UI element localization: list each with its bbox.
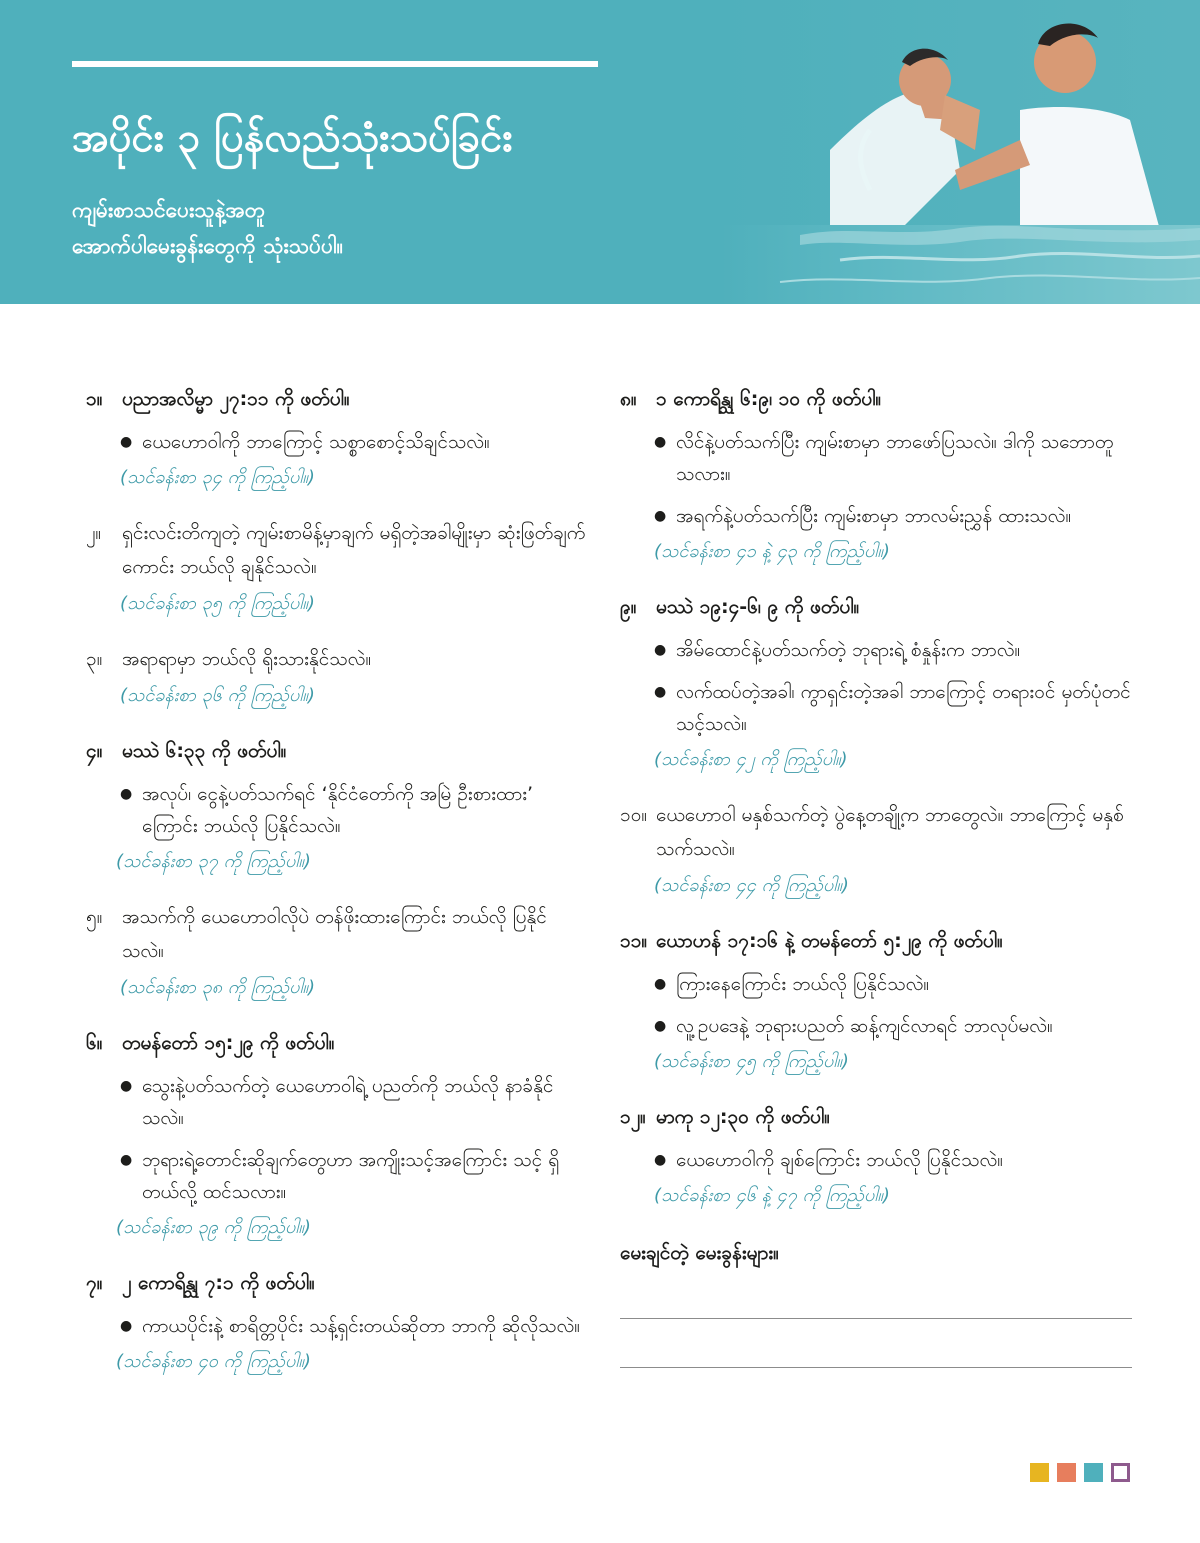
question-bullet [86, 426, 586, 458]
question-number: ၉။ [620, 596, 637, 618]
bullet-text: ကြားနေကြောင်း ဘယ်လို ပြနိုင်သလဲ။ [676, 973, 930, 995]
bullet-text: သွေးနဲ့ပတ်သက်တဲ့ ယေဟောဝါရဲ့ ပညတ်ကို ဘယ်လို နာခံနိုင်သလဲ။ [142, 1075, 554, 1129]
question-8 [620, 382, 1140, 568]
lesson-reference: (သင်ခန်းစာ ၃၇ ကို ကြည့်ပါ။) [116, 851, 311, 872]
question-heading [620, 798, 1140, 866]
question-bullet [620, 426, 1140, 490]
bullet-icon: ● [654, 976, 667, 992]
question-text: အရာရာမှာ ဘယ်လို ရိုးသားနိုင်သလဲ။ [122, 648, 372, 670]
question-text: ရှင်းလင်းတိကျတဲ့ ကျမ်းစာမိန့်မှာချက် မရှိတဲ့အခါမျိုးမှာ ဆုံးဖြတ်ချက်ကောင်း ဘယ်လို ချနိုင်သလဲ။ [122, 522, 586, 578]
question-heading [86, 642, 586, 676]
question-3 [86, 642, 586, 712]
right-question-column [620, 382, 1140, 1368]
question-text: ယေဟောဝါ မနှစ်သက်တဲ့ ပွဲနေ့တချို့က ဘာတွေလဲ။ ဘာကြောင့် မနှစ်သက်သလဲ။ [656, 804, 1124, 860]
question-bullet [620, 968, 1140, 1000]
question-heading [620, 1100, 1140, 1134]
question-heading [86, 1026, 586, 1060]
question-heading [86, 1266, 586, 1300]
lesson-reference: (သင်ခန်းစာ ၃၄ ကို ကြည့်ပါ။) [120, 467, 315, 488]
question-number: ၃။ [86, 648, 103, 670]
note-writing-line-2[interactable] [620, 1367, 1132, 1368]
lesson-reference: (သင်ခန်းစာ ၃၈ ကို ကြည့်ပါ။) [120, 977, 316, 998]
lesson-reference: (သင်ခန်းစာ ၄၁ နဲ့ ၄၃ ကို ကြည့်ပါ။) [654, 541, 890, 562]
question-heading [86, 900, 586, 968]
question-9 [620, 590, 1140, 776]
page-title: အပိုင်း ၃ ပြန်လည်သုံးသပ်ခြင်း [72, 115, 513, 161]
bullet-icon: ● [654, 508, 667, 524]
question-heading [620, 924, 1140, 958]
question-number: ၈။ [620, 388, 637, 410]
bullet-icon: ● [654, 642, 667, 658]
question-bullet [86, 1310, 586, 1342]
purple-outline-square [1111, 1463, 1130, 1482]
question-heading [620, 382, 1140, 416]
lesson-reference: (သင်ခန်းစာ ၄၆ နဲ့ ၄၇ ကို ကြည့်ပါ။) [654, 1185, 890, 1206]
header-rule [72, 61, 598, 67]
question-bullet [620, 634, 1140, 666]
bullet-icon: ● [120, 786, 133, 802]
lesson-reference: (သင်ခန်းစာ ၄၀ ကို ကြည့်ပါ။) [116, 1351, 311, 1372]
yellow-square [1030, 1463, 1049, 1482]
header-banner [0, 0, 1200, 304]
question-number: ၁၀။ [620, 804, 648, 826]
bullet-icon: ● [654, 1018, 667, 1034]
question-text: မဿဲ ၁၉:၄-၆၊ ၉ ကို ဖတ်ပါ။ [656, 596, 860, 618]
bullet-text: ယေဟောဝါကို ချစ်ကြောင်း ဘယ်လို ပြနိုင်သလဲ။ [676, 1149, 1004, 1171]
orange-square [1057, 1463, 1076, 1482]
teal-square [1084, 1463, 1103, 1482]
note-writing-line-1[interactable] [620, 1318, 1132, 1319]
lesson-reference: (သင်ခန်းစာ ၄၅ ကို ကြည့်ပါ။) [654, 1051, 849, 1072]
question-bullet [86, 1070, 586, 1134]
question-text: မာကု ၁၂:၃၀ ကို ဖတ်ပါ။ [656, 1106, 830, 1128]
question-number: ၂။ [86, 522, 102, 544]
question-bullet [86, 1144, 586, 1208]
question-text: ပညာအလိမ္မာ ၂၇:၁၁ ကို ဖတ်ပါ။ [122, 388, 350, 410]
left-question-column [86, 382, 586, 1400]
bullet-text: ကာယပိုင်းနဲ့ စာရိတ္တပိုင်း သန့်ရှင်းတယ်ဆိုတာ ဘာကို ဆိုလိုသလဲ။ [142, 1315, 581, 1337]
bullet-text: လူ့ဥပဒေနဲ့ ဘုရားပညတ် ဆန့်ကျင်လာရင် ဘာလုပ်မလဲ။ [676, 1015, 1053, 1037]
lesson-reference: (သင်ခန်းစာ ၄၄ ကို ကြည့်ပါ။) [654, 875, 849, 896]
question-10 [620, 798, 1140, 902]
bullet-icon: ● [654, 684, 667, 700]
question-heading [86, 516, 586, 584]
question-bullet [620, 500, 1140, 532]
question-5 [86, 900, 586, 1004]
question-heading [86, 734, 586, 768]
bullet-icon: ● [120, 1318, 133, 1334]
bullet-icon: ● [120, 1152, 133, 1168]
bullet-icon: ● [120, 1078, 133, 1094]
question-number: ၁။ [86, 388, 103, 410]
bullet-text: အရက်နဲ့ပတ်သက်ပြီး ကျမ်းစာမှာ ဘာလမ်းညွှန် ထားသလဲ။ [676, 505, 1072, 527]
question-heading [86, 382, 586, 416]
subtitle-line-1: ကျမ်းစာသင်ပေးသူနဲ့အတူ [72, 198, 266, 222]
question-11 [620, 924, 1140, 1078]
bullet-text: လက်ထပ်တဲ့အခါ၊ ကွာရှင်းတဲ့အခါ ဘာကြောင့် တရားဝင် မှတ်ပုံတင်သင့်သလဲ။ [676, 681, 1131, 735]
question-number: ၆။ [86, 1032, 103, 1054]
bullet-text: လိင်နဲ့ပတ်သက်ပြီး ကျမ်းစာမှာ ဘာဖော်ပြသလဲ။ ဒါကို သဘောတူသလား။ [676, 431, 1114, 485]
question-number: ၁၂။ [620, 1106, 646, 1128]
bullet-text: ဘုရားရဲ့တောင်းဆိုချက်တွေဟာ အကျိုးသင့်အကြောင်း သင့် ရှိတယ်လို့ ထင်သလား။ [142, 1149, 560, 1203]
question-text: ယောဟန် ၁၇:၁၆ နဲ့ တမန်တော် ၅:၂၉ ကို ဖတ်ပါ။ [656, 930, 1003, 952]
bullet-text: ယေဟောဝါကို ဘာကြောင့် သစ္စာစောင့်သိချင်သလဲ။ [142, 431, 490, 453]
question-text: ၁ ကောရိန္သု ၆:၉၊ ၁၀ ကို ဖတ်ပါ။ [656, 388, 882, 410]
baptism-illustration [720, 0, 1200, 304]
bullet-text: အလုပ်၊ ငွေနဲ့ပတ်သက်ရင် ‘နိုင်ငံတော်ကို အမြဲ ဦးစားထား’ ကြောင်း ဘယ်လို ပြနိုင်သလဲ။ [142, 783, 534, 837]
page-subtitle [72, 192, 343, 264]
question-text: အသက်ကို ယေဟောဝါလိုပဲ တန်ဖိုးထားကြောင်း ဘယ်လို ပြနိုင်သလဲ။ [122, 906, 547, 962]
question-1 [86, 382, 586, 494]
question-text: တမန်တော် ၁၅:၂၉ ကို ဖတ်ပါ။ [122, 1032, 335, 1054]
lesson-reference: (သင်ခန်းစာ ၃၉ ကို ကြည့်ပါ။) [116, 1217, 311, 1238]
notes-title: မေးချင်တဲ့ မေးခွန်းများ။ [620, 1242, 779, 1264]
question-text: ၂ ကောရိန္သု ၇:၁ ကို ဖတ်ပါ။ [122, 1272, 315, 1294]
question-2 [86, 516, 586, 620]
question-number: ၄။ [86, 740, 103, 762]
question-number: ၇။ [86, 1272, 103, 1294]
subtitle-line-2: အောက်ပါမေးခွန်းတွေကို သုံးသပ်ပါ။ [72, 234, 343, 258]
question-bullet [620, 1144, 1140, 1176]
lesson-reference: (သင်ခန်းစာ ၃၆ ကို ကြည့်ပါ။) [120, 685, 315, 706]
question-12 [620, 1100, 1140, 1212]
question-bullet [620, 676, 1140, 740]
bullet-icon: ● [654, 1152, 667, 1168]
question-text: မဿဲ ၆:၃၃ ကို ဖတ်ပါ။ [122, 740, 287, 762]
lesson-reference: (သင်ခန်းစာ ၄၂ ကို ကြည့်ပါ။) [654, 749, 848, 770]
question-heading [620, 590, 1140, 624]
question-7 [86, 1266, 586, 1378]
bullet-icon: ● [654, 434, 667, 450]
question-number: ၅။ [86, 906, 103, 928]
bullet-icon: ● [120, 434, 133, 450]
question-number: ၁၁။ [620, 930, 648, 952]
question-bullet [620, 1010, 1140, 1042]
question-6 [86, 1026, 586, 1244]
question-4 [86, 734, 586, 878]
lesson-reference: (သင်ခန်းစာ ၃၅ ကို ကြည့်ပါ။) [120, 593, 315, 614]
bullet-text: အိမ်ထောင်နဲ့ပတ်သက်တဲ့ ဘုရားရဲ့ စံနှုန်းက ဘာလဲ။ [676, 639, 1021, 661]
color-squares [1030, 1463, 1130, 1482]
question-bullet [86, 778, 586, 842]
